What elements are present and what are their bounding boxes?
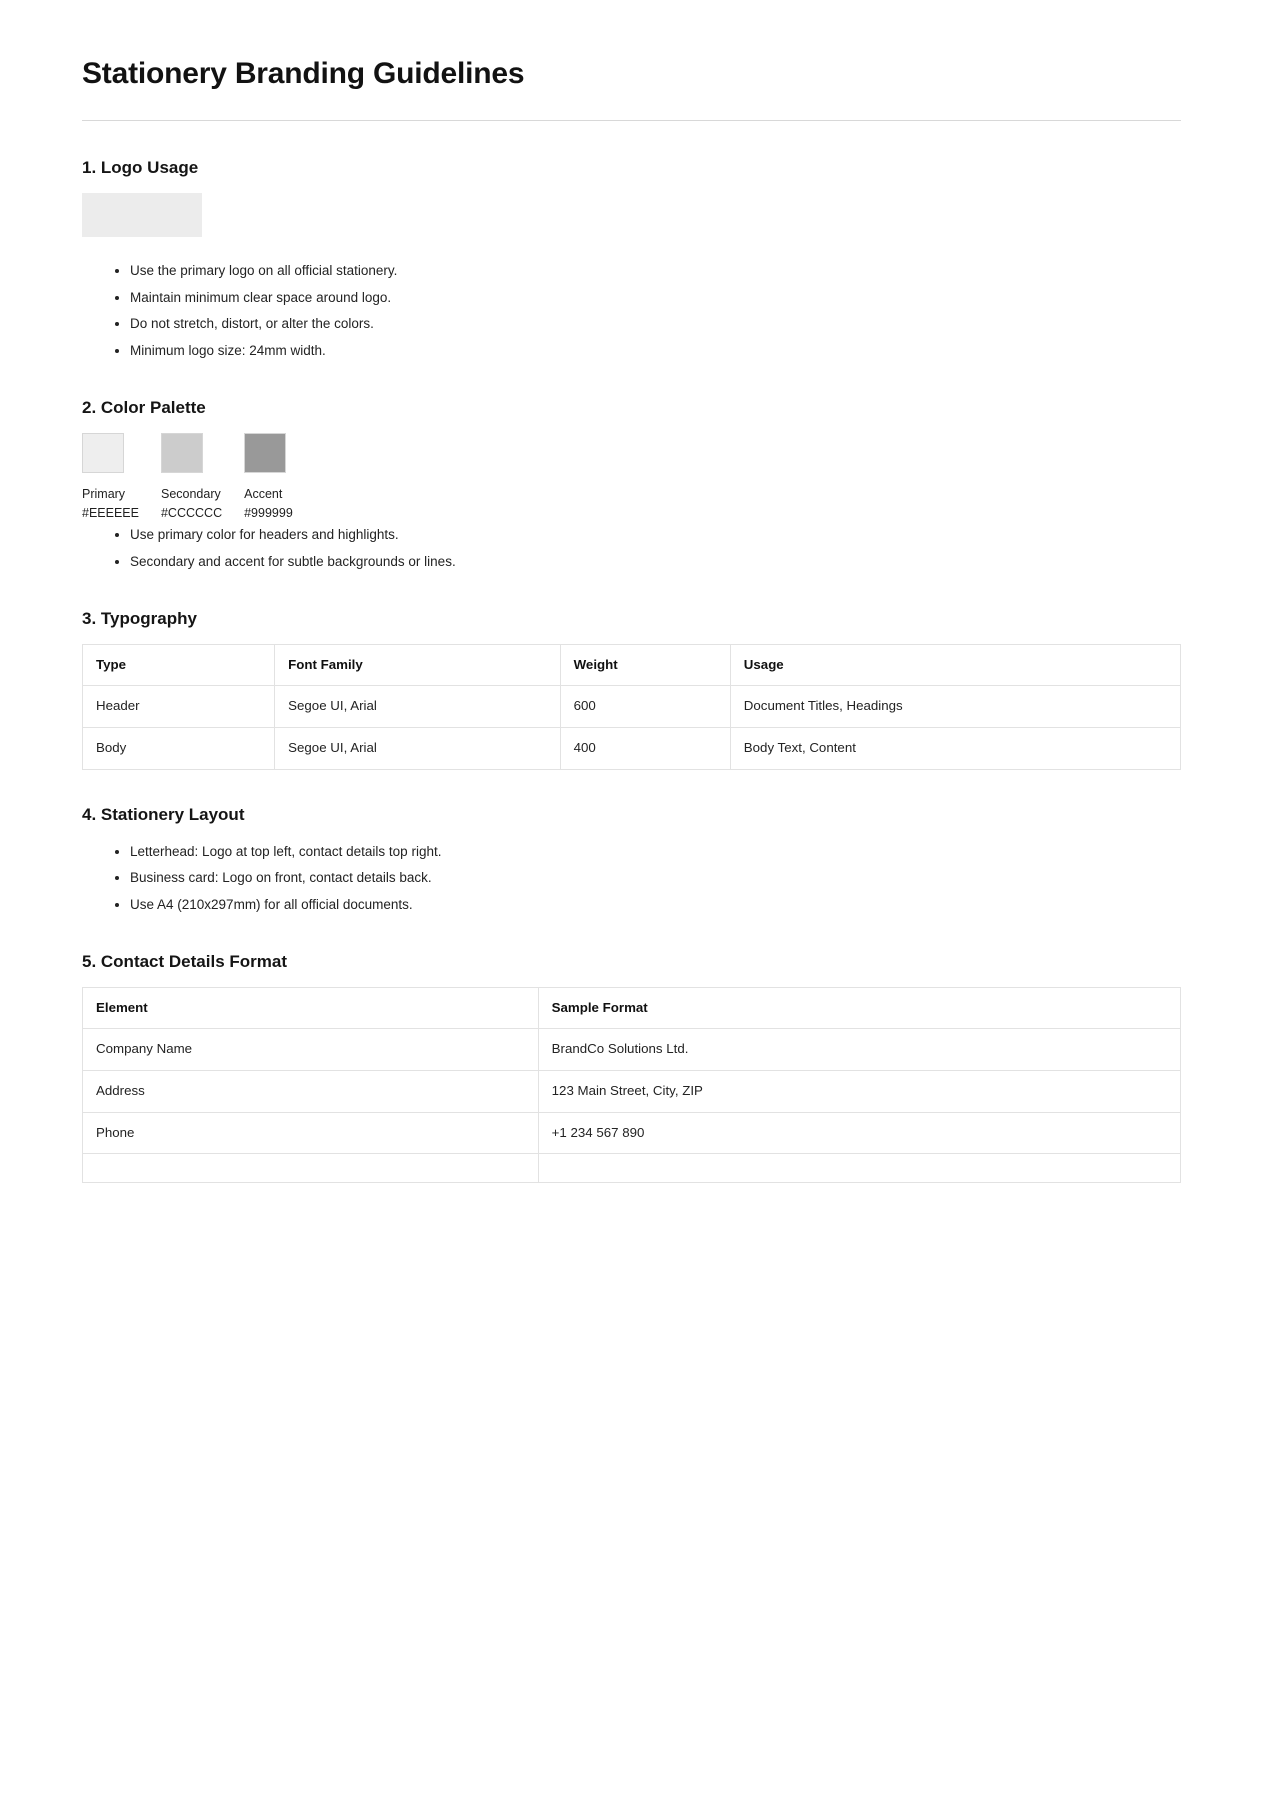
list-item: • Secondary and accent for subtle backgrounds or lines. <box>130 550 1181 574</box>
swatch-hex-primary: #EEEEEE <box>82 506 139 521</box>
section-heading-contact-details: 5. Contact Details Format <box>82 951 287 971</box>
swatch-box-accent <box>244 433 286 473</box>
table-cell: Phone <box>83 1112 539 1154</box>
table-cell: Header <box>83 686 275 728</box>
swatch-box-primary <box>82 433 124 473</box>
table-header-row <box>83 644 1181 686</box>
section-heading-logo-usage: 1. Logo Usage <box>82 158 199 177</box>
section-heading-color-palette: 2. Color Palette <box>82 397 206 417</box>
page-title: Stationery Branding Guidelines <box>82 57 525 90</box>
section-logo-usage <box>82 157 1181 363</box>
color-swatch-secondary <box>161 433 222 524</box>
column-header: Type <box>83 644 275 686</box>
list-item: • Use A4 (210x297mm) for all official documents. <box>130 893 1181 917</box>
title-divider <box>82 120 1181 121</box>
list-item: • Minimum logo size: 24mm width. <box>130 339 1181 363</box>
table-cell: Address <box>83 1070 539 1112</box>
color-palette-list <box>82 523 1181 573</box>
list-item: • Letterhead: Logo at top left, contact details top right. <box>130 840 1181 864</box>
section-stationery-layout <box>82 804 1181 917</box>
table-cell: Segoe UI, Arial <box>275 686 560 728</box>
section-color-palette <box>82 397 1181 574</box>
table-cell: BrandCo Solutions Ltd. <box>538 1029 1180 1071</box>
column-header: Sample Format <box>538 987 1180 1029</box>
swatch-label-accent: Accent <box>244 486 283 501</box>
table-cell: 600 <box>560 686 730 728</box>
table-row <box>83 1029 1181 1071</box>
table-row <box>83 1112 1181 1154</box>
contact-details-table <box>82 987 1181 1183</box>
list-item: • Use the primary logo on all official stationery. <box>130 259 1181 283</box>
color-swatch-row <box>82 433 1181 524</box>
table-row-clipped <box>83 1154 1181 1183</box>
section-heading-stationery-layout: 4. Stationery Layout <box>82 804 245 824</box>
logo-placeholder-image <box>82 193 202 237</box>
list-item: • Maintain minimum clear space around logo. <box>130 286 1181 310</box>
color-swatch-primary <box>82 433 139 524</box>
table-cell: +1 234 567 890 <box>538 1112 1180 1154</box>
table-cell: Body Text, Content <box>730 728 1180 770</box>
table-row <box>83 1070 1181 1112</box>
swatch-box-secondary <box>161 433 203 473</box>
section-contact-details <box>82 951 1181 1184</box>
list-item: • Do not stretch, distort, or alter the colors. <box>130 312 1181 336</box>
table-cell <box>83 1154 539 1183</box>
swatch-label-secondary: Secondary <box>160 486 221 501</box>
table-cell: Document Titles, Headings <box>730 686 1180 728</box>
table-cell: 123 Main Street, City, ZIP <box>538 1070 1180 1112</box>
swatch-hex-secondary: #CCCCCC <box>160 506 223 521</box>
color-swatch-accent <box>244 433 293 524</box>
swatch-hex-accent: #999999 <box>244 506 293 521</box>
section-typography <box>82 608 1181 770</box>
column-header: Element <box>83 987 539 1029</box>
typography-table <box>82 644 1181 770</box>
logo-usage-list <box>82 259 1181 363</box>
list-item: • Use primary color for headers and highlights. <box>130 523 1181 547</box>
table-row <box>83 686 1181 728</box>
table-cell: Body <box>83 728 275 770</box>
table-cell <box>538 1154 1180 1183</box>
table-header-row <box>83 987 1181 1029</box>
list-item: • Business card: Logo on front, contact details back. <box>130 866 1181 890</box>
table-row <box>83 728 1181 770</box>
swatch-label-primary: Primary <box>82 486 126 501</box>
column-header: Usage <box>730 644 1180 686</box>
stationery-layout-list <box>82 840 1181 917</box>
table-cell: Company Name <box>83 1029 539 1071</box>
column-header: Font Family <box>275 644 560 686</box>
column-header: Weight <box>560 644 730 686</box>
table-cell: Segoe UI, Arial <box>275 728 560 770</box>
section-heading-typography: 3. Typography <box>82 608 197 628</box>
table-cell: 400 <box>560 728 730 770</box>
